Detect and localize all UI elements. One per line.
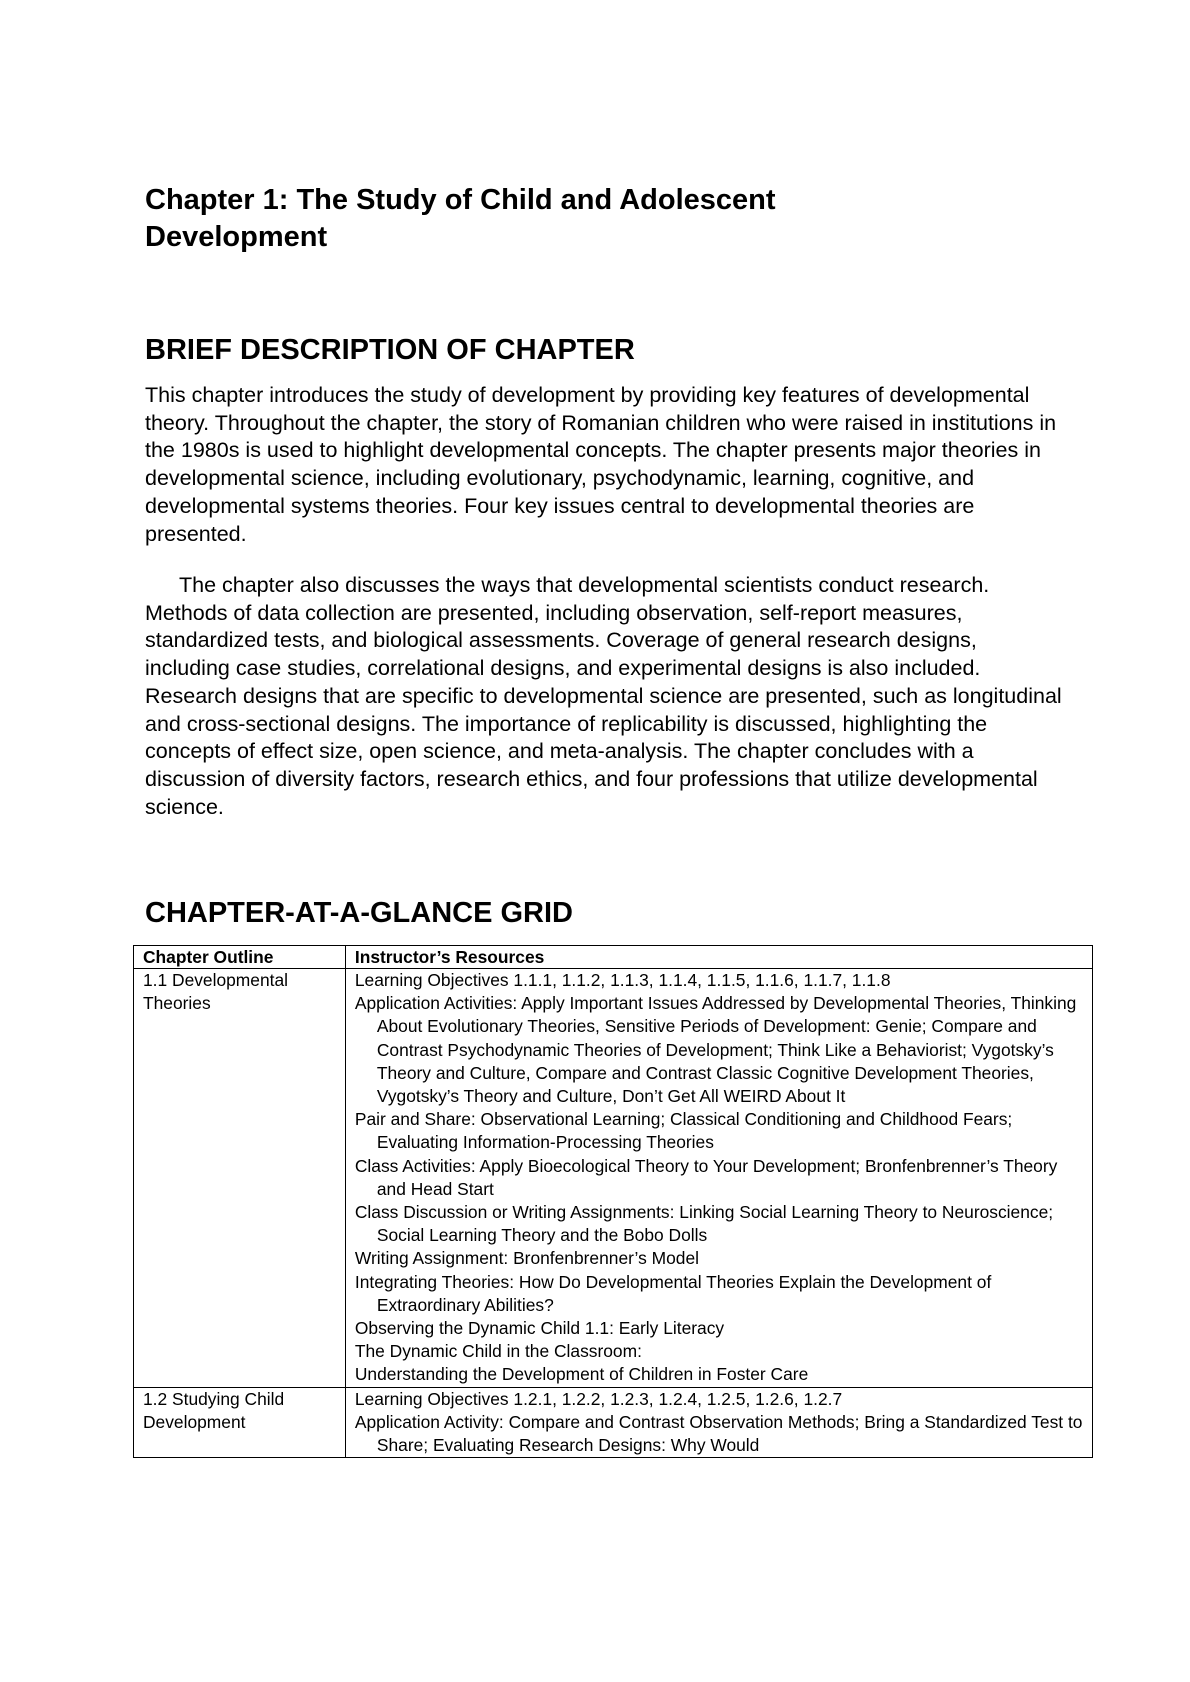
brief-description-paragraph-1 [145,382,1065,548]
table-row [134,969,1093,1388]
resource-item: Observing the Dynamic Child 1.1: Early Literacy [354,1318,725,1339]
paragraph-text: The chapter also discusses the ways that developmental scientists conduct research. Methods of data collection are presented, including observation, self-report measures, standardized tests, and biological assessments. Coverage of general research designs, including case studies, correlational designs, and experimental designs is also included. Research designs that are specific to developmental science are presented, such as longitudinal and cross-sectional designs. The importance of replicability is discussed, highlighting the concepts of effect size, open science, and meta-analysis. The chapter concludes with a discussion of diversity factors, research ethics, and four professions that utilize developmental science. [145,573,1062,819]
resource-item: Learning Objectives 1.1.1, 1.1.2, 1.1.3, 1.1.4, 1.1.5, 1.1.6, 1.1.7, 1.1.8 [354,970,891,990]
resource-item: Writing Assignment: Bronfenbrenner’s Model [354,1248,700,1269]
resources-cell [345,969,1092,1388]
column-header-outline: Chapter Outline [134,946,346,969]
resource-item: Application Activities: Apply Important Issues Addressed by Developmental Theories, Thinking About Evolutionary Theories, Sensitive Periods of Development: Genie; Compare and Contrast Psychodynamic Theories of Development; Think Like a Behaviorist; Vygotsky’s Theory and Culture, Compare and Contrast Classic Cognitive Development Theories, Vygotsky’s Theory and Culture, Don’t Get All WEIRD About It [354,993,1077,1107]
grid-heading: CHAPTER-AT-A-GLANCE GRID [145,897,573,929]
resource-item: Understanding the Development of Children in Foster Care [354,1364,809,1385]
table-row [134,1387,1093,1458]
table-header-row [134,946,1093,969]
outline-cell: 1.2 Studying Child Development [134,1387,346,1458]
chapter-at-a-glance-table [133,945,1093,1458]
brief-description-heading: BRIEF DESCRIPTION OF CHAPTER [145,334,635,366]
resource-item: Integrating Theories: How Do Developmental Theories Explain the Development of Extraordinary Abilities? [354,1271,992,1315]
resource-item: The Dynamic Child in the Classroom: [354,1341,642,1362]
brief-description-paragraph-2 [145,572,1065,821]
resource-item: Pair and Share: Observational Learning; Classical Conditioning and Childhood Fears; Evaluating Information-Processing Theories [354,1109,1013,1153]
paragraph-text: This chapter introduces the study of development by providing key features of developmental theory. Throughout the chapter, the story of Romanian children who were raised in institutions in the 1980s is used to highlight developmental concepts. The chapter presents major theories in developmental science, including evolutionary, psychodynamic, learning, cognitive, and developmental systems theories. Four key issues central to developmental theories are presented. [145,383,1057,546]
resource-item: Learning Objectives 1.2.1, 1.2.2, 1.2.3, 1.2.4, 1.2.5, 1.2.6, 1.2.7 [354,1388,843,1409]
resource-item: Class Activities: Apply Bioecological Theory to Your Development; Bronfenbrenner’s Theory and Head Start [354,1155,1058,1199]
resource-item: Application Activity: Compare and Contrast Observation Methods; Bring a Standardized Test to Share; Evaluating Research Designs: Why Would [354,1411,1083,1456]
resource-item: Class Discussion or Writing Assignments: Linking Social Learning Theory to Neuroscience; Social Learning Theory and the Bobo Dolls [354,1202,1054,1246]
chapter-title: Chapter 1: The Study of Child and Adolescent Development [145,184,776,253]
resources-cell [345,1387,1092,1458]
outline-cell: 1.1 Developmental Theories [134,969,346,1388]
column-header-resources: Instructor’s Resources [345,946,1092,969]
